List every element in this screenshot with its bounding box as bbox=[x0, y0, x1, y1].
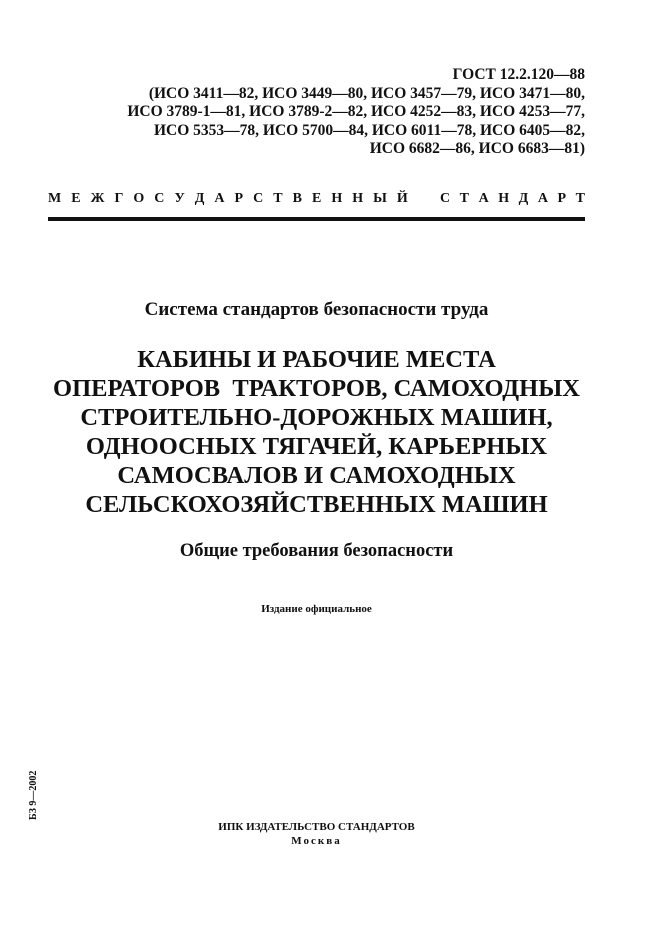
spaced-letter: Е bbox=[311, 191, 322, 206]
spaced-letter: Й bbox=[396, 191, 408, 206]
spaced-letter: Н bbox=[498, 191, 510, 206]
divider-rule bbox=[48, 217, 585, 221]
main-title-line: СЕЛЬСКОХОЗЯЙСТВЕННЫХ МАШИН bbox=[85, 491, 548, 518]
iso-line: (ИСО 3411—82, ИСО 3449—80, ИСО 3457—79, ИСО 3471—80, bbox=[148, 84, 585, 102]
spaced-letter: Р bbox=[557, 191, 567, 206]
spaced-letter: А bbox=[478, 191, 489, 206]
main-title-line: САМОСВАЛОВ И САМОХОДНЫХ bbox=[117, 462, 516, 489]
standard-type bbox=[48, 190, 585, 208]
spaced-letter: Д bbox=[194, 191, 205, 206]
spaced-letter: С bbox=[440, 191, 451, 206]
spaced-letter: А bbox=[214, 191, 225, 206]
spaced-letter: Е bbox=[71, 191, 81, 206]
spaced-letter: С bbox=[154, 191, 165, 206]
spaced-letter: Д bbox=[518, 191, 529, 206]
spaced-letter: Т bbox=[273, 191, 283, 206]
main-title-line: СТРОИТЕЛЬНО-ДОРОЖНЫХ МАШИН, bbox=[80, 404, 553, 431]
spaced-letter: Н bbox=[331, 191, 343, 206]
iso-line: ИСО 3789-1—81, ИСО 3789-2—82, ИСО 4252—83, ИСО 4253—77, bbox=[127, 103, 585, 120]
spaced-letter: М bbox=[48, 191, 62, 206]
main-title bbox=[48, 345, 585, 519]
iso-line: ИСО 5353—78, ИСО 5700—84, ИСО 6011—78, ИСО 6405—82, bbox=[154, 121, 585, 139]
spaced-letter: В bbox=[292, 191, 302, 206]
spaced-letter: Т bbox=[575, 191, 585, 206]
standard-type-word1 bbox=[48, 190, 408, 208]
spaced-letter: Г bbox=[114, 191, 124, 206]
standard-type-word2 bbox=[440, 190, 585, 208]
side-code: БЗ 9—2002 bbox=[28, 770, 39, 820]
gost-header bbox=[127, 66, 585, 159]
spaced-letter: Т bbox=[459, 191, 470, 206]
spaced-letter: Р bbox=[234, 191, 244, 206]
main-title-line: ОПЕРАТОРОВ ТРАКТОРОВ, САМОХОДНЫХ bbox=[53, 375, 580, 402]
gost-number: ГОСТ 12.2.120—88 bbox=[452, 66, 585, 83]
main-title-line: КАБИНЫ И РАБОЧИЕ МЕСТА bbox=[137, 346, 496, 373]
publisher-city: Москва bbox=[291, 835, 342, 847]
iso-line: ИСО 6682—86, ИСО 6683—81) bbox=[369, 140, 585, 157]
spaced-letter: С bbox=[253, 191, 264, 206]
publisher-name: ИПК ИЗДАТЕЛЬСТВО СТАНДАРТОВ bbox=[218, 821, 415, 833]
subtitle: Общие требования безопасности bbox=[179, 541, 454, 561]
publisher bbox=[48, 820, 585, 848]
spaced-letter: Ж bbox=[90, 191, 105, 206]
main-title-line: ОДНООСНЫХ ТЯГАЧЕЙ, КАРЬЕРНЫХ bbox=[85, 433, 548, 460]
system-title: Система стандартов безопасности труда bbox=[144, 299, 489, 320]
spaced-letter: Н bbox=[352, 191, 364, 206]
spaced-letter: У bbox=[174, 191, 185, 206]
spaced-letter: Ы bbox=[373, 191, 387, 206]
spaced-letter: А bbox=[537, 191, 548, 206]
edition-note: Издание официальное bbox=[261, 603, 372, 615]
spaced-letter: О bbox=[133, 191, 145, 206]
